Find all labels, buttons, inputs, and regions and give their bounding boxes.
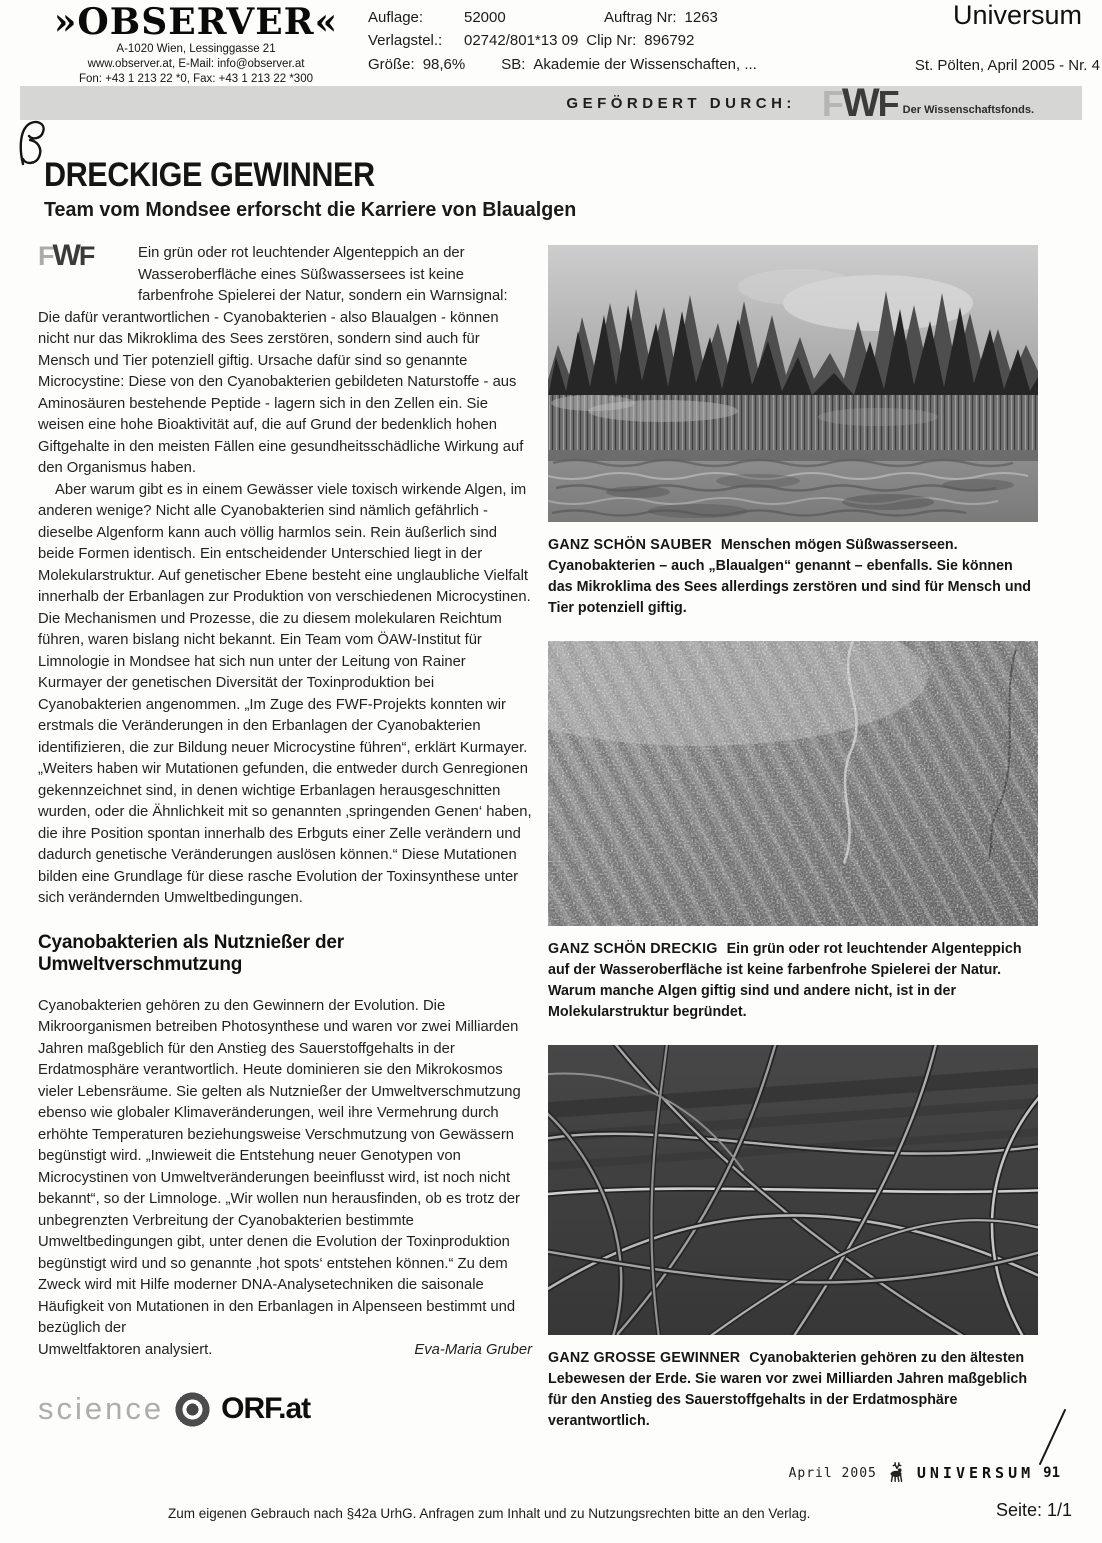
lake-photo: [548, 245, 1038, 522]
clipping-meta: [368, 6, 838, 76]
orf-wordmark: ORF.at: [221, 1392, 311, 1425]
meta-row-auflage: [368, 6, 838, 29]
caption-kicker: GANZ GROSSE GEWINNER: [548, 1350, 741, 1366]
auftrag-value: 1263: [684, 9, 718, 26]
author-byline: Eva-Maria Gruber: [414, 1341, 532, 1358]
article-subtitle: Team vom Mondsee erforscht die Karriere von Blaualgen: [44, 198, 577, 221]
observer-masthead: [26, 1, 366, 87]
caption-text: Menschen mögen Süßwasserseen. Cyanobakterien – auch „Blaualgen“ genannt – ebenfalls. Sie können das Mikroklima des Sees allerdings zerstören und sind für Mensch und Tier potenziell giftig.: [548, 537, 1032, 616]
observer-logo: »OBSERVER«: [53, 1, 339, 43]
groesse-value: 98,6%: [422, 55, 466, 73]
lake-photo-caption: [548, 535, 1038, 619]
caption-kicker: GANZ SCHÖN DRECKIG: [548, 941, 718, 957]
algae-surface-photo: [548, 641, 1038, 926]
observer-address-line1: A-1020 Wien, Lessinggasse 21: [116, 42, 276, 55]
fwf-inline-logo: [38, 239, 138, 289]
fwf-logo-letters: FWF: [821, 81, 898, 125]
fwf-logo-subtitle: Der Wissenschaftsfonds.: [902, 104, 1034, 116]
meta-row-groesse: [368, 53, 838, 76]
algae-surface-caption: [548, 939, 1038, 1023]
magazine-name: UNIVERSUM: [916, 1464, 1035, 1482]
filaments-caption: [548, 1348, 1038, 1432]
clip-value: 896792: [644, 32, 695, 50]
groesse-label: Größe:: [368, 55, 415, 73]
science-wordmark: science: [38, 1391, 165, 1426]
magazine-page-number: 91: [1043, 1465, 1060, 1481]
caption-text: Ein grün oder rot leuchtender Algenteppich auf der Wasseroberfläche ist keine farbenfrohe Spielerei der Natur. Warum manche Algen giftig sind und andere nicht, ist in der Molekularstruktur begründet.: [548, 941, 1022, 1020]
paragraph-3: Cyanobakterien gehören zu den Gewinnern der Evolution. Die Mikroorganismen betreiben Photosynthese und waren vor zwei Milliarden Jahren maßgeblich für den Anstieg des Sauerstoffgehalts in der Erdatmosphäre verantwortlich. Heute dominieren sie den Mikrokosmos vieler Lebensräume. Sie gelten als Nutznießer der Umweltverschmutzung ebenso wie globaler Klimaveränderungen, weil ihre Vermehrung durch erhöhte Temperaturen beziehungsweise Verschmutzung von Gewässern begünstigt wird. „Inwieweit die Entstehung neuer Genotypen von Microcystinen von Umweltveränderungen beeinflusst wird, ist noch nicht bekannt“, so der Limnologe. „Wir wollen nun herausfinden, ob es trotz der unbegrenzten Verbreitung der Cyanobakterien bestimmte Umweltbedingungen gibt, unter denen die Evolution der Toxinproduktion begünstigt wird und so genannte ‚hot spots‘ entstehen können.“ Zu dem Zweck wird mit Hilfe moderner DNA-Analysetechniken die saisonale Häufigkeit von Mutationen in den Erbanlagen in Alpenseen bestimmt und bezüglich der: [38, 997, 521, 1336]
publication-issue: St. Pölten, April 2005 - Nr. 4: [914, 57, 1100, 74]
observer-address-line3: Fon: +43 1 213 22 *0, Fax: +43 1 213 22 *300: [78, 72, 313, 85]
paragraph-2: Aber warum gibt es in einem Gewässer viele toxisch wirkende Algen, im anderen wenige? Nicht alle Cyanobakterien sind nämlich gefährlich - dieselbe Algenform kann auch völlig harmlos sein. Rein äußerlich sind beide Formen identisch. Ein entscheidender Unterschied liegt in der Molekularstruktur. Auf genetischer Ebene besteht eine unglaubliche Vielfalt innerhalb der Erbanlagen zur Produktion von verschiedenen Microcystinen. Die Mechanismen und Prozesse, die zu diesem molekularen Reichtum führen, waren bislang nicht bekannt. Ein Team vom ÖAW-Institut für Limnologie in Mondsee hat sich nun unter der Leitung von Rainer Kurmayer der genetischen Diversität der Toxinproduktion bei Cyanobakterien angenommen. „Im Zuge des FWF-Projekts konnten wir erstmals die Veränderungen in den Erbanlagen der Cyanobakterien identifizieren, die zur Bildung neuer Microcystine führen“, erklärt Kurmayer. „Weiters haben wir Mutationen gefunden, die entweder durch Genregionen gekennzeichnet sind, in denen wichtige Erbanlagen herausgeschnitten wurden, oder die Ähnlichkeit mit so genannten ‚springenden Genen‘ haben, die ihre Position spontan innerhalb des Erbguts einer Zelle verändern und dadurch genetische Veränderungen auslösen können.“ Diese Mutationen bilden eine Grundlage für diese rasche Evolution der Toxinsynthese unter sich verändernden Umweltbedingungen.: [38, 481, 532, 906]
article-head: [44, 156, 744, 222]
filaments-photo: [548, 1045, 1038, 1335]
filaments-figure: [548, 1045, 1038, 1432]
magazine-date: April 2005: [788, 1465, 877, 1481]
caption-kicker: GANZ SCHÖN SAUBER: [548, 537, 712, 553]
funding-bar: [20, 81, 1082, 125]
fwf-inline-letters: FWF: [38, 239, 94, 272]
publication-block: [953, 0, 1082, 31]
auftrag-label: Auftrag Nr:: [604, 9, 677, 26]
observer-address-line2: www.observer.at, E-Mail: info@observer.at: [87, 57, 305, 70]
sb-label: SB:: [501, 55, 526, 73]
auflage-label: Auflage:: [368, 9, 424, 26]
magazine-footer: [789, 1462, 1060, 1484]
legal-notice: Zum eigenen Gebrauch nach §42a UrhG. Anfragen zum Inhalt und zu Nutzungsrechten bitte an den Verlag.: [168, 1506, 811, 1521]
handwritten-slash: [1036, 1408, 1068, 1466]
paragraph-1: Ein grün oder rot leuchtender Algenteppich an der Wasseroberfläche eines Süßwassersees ist keine farbenfrohe Spielerei der Natur, sondern ein Warnsignal: Die dafür verantwortlichen - Cyanobakterien - also Blaualgen - können nicht nur das Mikroklima des Sees zerstören, sondern sind auch für Mensch und Tier potenziell giftig. Ursache dafür sind so genannte Microcystine: Diese von den Cyanobakterien gebildeten Naturstoffe - aus Aminosäuren bestehende Peptide - lagern sich in den Zellen ein. Sie weisen eine hohe Bioaktivität auf, die auf Grund der bedenklich hohen Giftgehalte in den meisten Fällen eine gesundheitsschädliche Wirkung auf den Organismus haben.: [38, 245, 524, 476]
verlagstel-label: Verlagstel.:: [368, 32, 443, 50]
algae-surface-figure: [548, 641, 1038, 1023]
page-indicator: Seite: 1/1: [995, 1500, 1072, 1520]
verlagstel-value: 02742/801*13 09: [464, 32, 579, 50]
lake-photo-figure: [548, 245, 1038, 619]
deer-icon: [886, 1462, 908, 1484]
fwf-logo: [821, 81, 1034, 125]
sb-value: Akademie der Wissenschaften, ...: [533, 55, 757, 73]
photo-column: [548, 245, 1038, 1432]
auflage-value: 52000: [464, 9, 506, 26]
caption-text: Cyanobakterien gehören zu den ältesten Lebewesen der Erde. Sie waren vor zwei Milliarden Jahren maßgeblich für den Anstieg des Sauerstoffgehalts in der Erdatmosphäre verantwortlich.: [548, 1350, 1028, 1429]
funding-label: GEFÖRDERT DURCH:: [566, 94, 796, 112]
byline-row: [38, 1340, 532, 1362]
clip-label: Clip Nr:: [586, 32, 637, 50]
orf-bullseye-icon: [175, 1392, 210, 1427]
article-title: DRECKIGE GEWINNER: [44, 156, 375, 194]
science-orf-logo: [38, 1391, 532, 1427]
article-subheading: Cyanobakterien als Nutznießer der Umweltverschmutzung: [38, 931, 344, 975]
paragraph-3-lastline: Umweltfaktoren analysiert.: [38, 1341, 213, 1358]
meta-row-verlagstel: [368, 29, 838, 52]
publication-name: Universum: [952, 0, 1082, 30]
article-body-column: [38, 239, 532, 1427]
